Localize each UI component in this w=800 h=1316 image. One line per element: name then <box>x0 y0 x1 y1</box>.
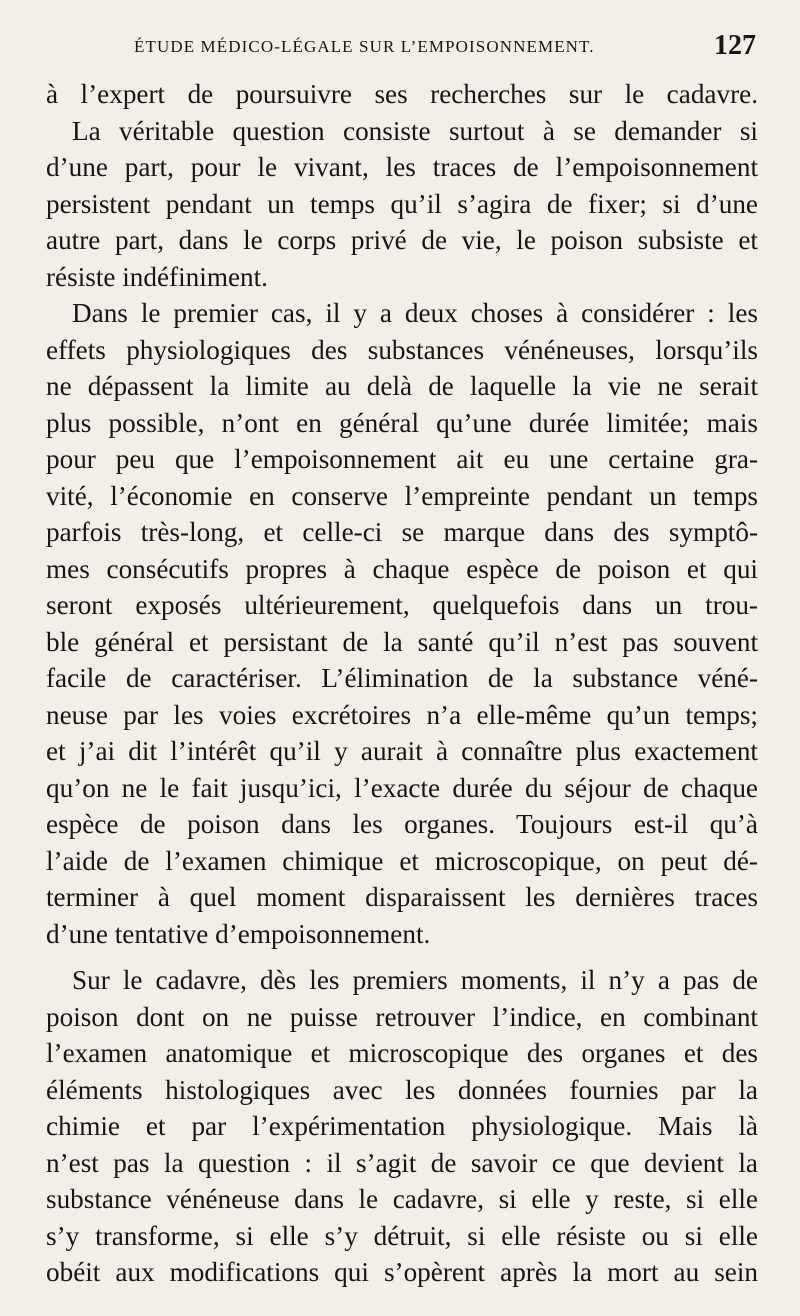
text-line: vité, l’économie en conserve l’empreinte pendant un temps <box>46 480 758 511</box>
text-line: autre part, dans le corps privé de vie, le poison subsiste et <box>46 225 758 255</box>
text-line: Dans le premier cas, il y a deux choses à considérer : les <box>72 298 758 328</box>
text-line: neuse par les voies excrétoires n’a elle-même qu’un temps; <box>46 699 758 730</box>
text-line: obéit aux modifications qui s’opèrent après la mort au sein <box>46 1257 758 1287</box>
paragraph-gap <box>46 952 758 962</box>
text-line: à l’expert de poursuivre ses recherches sur le cadavre. <box>46 79 758 109</box>
text-line: et j’ai dit l’intérêt qu’il y aurait à connaître plus exactement <box>46 736 758 766</box>
text-line: l’examen anatomique et microscopique des organes et des <box>46 1038 758 1068</box>
text-line: d’une tentative d’empoisonnement. <box>46 918 431 949</box>
text-line: s’y transforme, si elle s’y détruit, si elle résiste ou si elle <box>46 1220 758 1251</box>
text-line: éléments histologiques avec les données fournies par la <box>46 1074 758 1105</box>
page-header <box>22 30 756 66</box>
text-line: terminer à quel moment disparaissent les dernières traces <box>46 882 758 912</box>
text-line: qu’on ne le fait jusqu’ici, l’exacte durée du séjour de chaque <box>46 772 758 803</box>
text-line: facile de caractériser. L’élimination de la substance véné- <box>46 663 758 693</box>
text-line: effets physiologiques des substances vénéneuses, lorsqu’ils <box>46 334 758 365</box>
text-line: persistent pendant un temps qu’il s’agira de fixer; si d’une <box>46 188 758 219</box>
paragraph <box>46 962 758 1291</box>
paragraph <box>46 76 758 113</box>
text-line: poison dont on ne puisse retrouver l’indice, en combinant <box>46 1001 758 1032</box>
body-text <box>46 76 758 1291</box>
text-line: n’est pas la question : il s’agit de savoir ce que devient la <box>46 1147 758 1178</box>
text-line: La véritable question consiste surtout à se demander si <box>72 115 758 146</box>
text-line: substance vénéneuse dans le cadavre, si elle y reste, si elle <box>46 1184 758 1214</box>
text-line: d’une part, pour le vivant, les traces de l’empoisonnement <box>46 152 758 182</box>
text-line: Sur le cadavre, dès les premiers moments, il n’y a pas de <box>72 965 758 995</box>
text-line: seront exposés ultérieurement, quelquefois dans un trou- <box>46 590 758 620</box>
text-line: pour peu que l’empoisonnement ait eu une certaine gra- <box>46 444 758 474</box>
text-line: espèce de poison dans les organes. Toujours est-il qu’à <box>46 809 758 839</box>
paragraph <box>46 113 758 296</box>
text-line: mes consécutifs propres à chaque espèce de poison et qui <box>46 553 758 584</box>
text-line: ble général et persistant de la santé qu’il n’est pas souvent <box>46 626 758 657</box>
paragraph <box>46 295 758 952</box>
text-line: résiste indéfiniment. <box>46 261 268 292</box>
page-number: 127 <box>714 30 756 61</box>
text-line: plus possible, n’ont en général qu’une durée limitée; mais <box>46 407 758 438</box>
running-head: ÉTUDE MÉDICO-LÉGALE SUR L’EMPOISONNEMENT. <box>134 37 595 56</box>
text-line: chimie et par l’expérimentation physiologique. Mais là <box>46 1111 758 1141</box>
text-line: parfois très-long, et celle-ci se marque dans des symptô- <box>46 517 758 547</box>
text-line: ne dépassent la limite au delà de laquelle la vie ne serait <box>46 371 758 401</box>
text-line: l’aide de l’examen chimique et microscopique, on peut dé- <box>46 845 758 876</box>
